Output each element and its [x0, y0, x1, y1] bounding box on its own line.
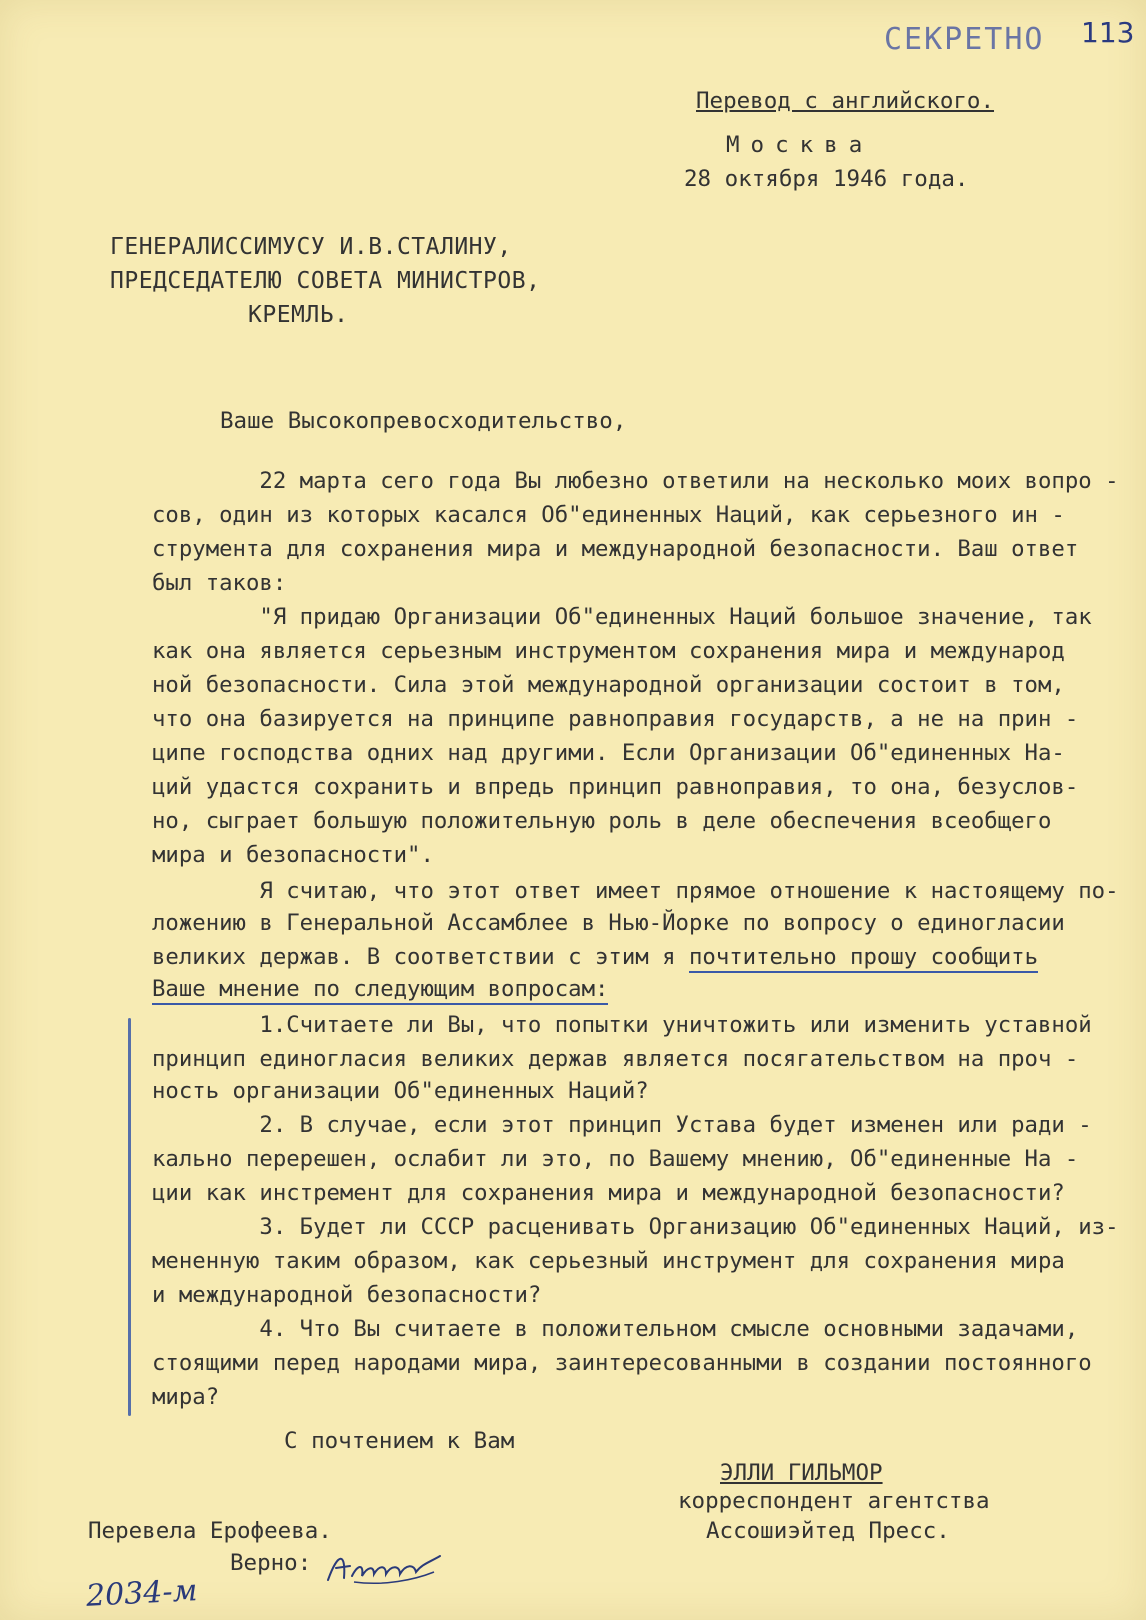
body-line: сов, один из которых касался Об"единенных Наций, как серьезного ин - — [152, 502, 1065, 528]
body-line: 22 марта сего года Вы любезно ответили на несколько моих вопро - — [152, 468, 1119, 494]
body-line: но, сыграет большую положительную роль в деле обеспечения всеобщего — [152, 808, 1052, 834]
letter-closing: С почтением к Вам — [284, 1428, 515, 1454]
body-line: ной безопасности. Сила этой международной организации состоит в том, — [152, 672, 1065, 698]
handwritten-signature — [324, 1542, 444, 1592]
body-line: струмента для сохранения мира и международной безопасности. Ваш ответ — [152, 536, 1079, 562]
body-line — [152, 972, 608, 1006]
body-line: 1.Считаете ли Вы, что попытки уничтожить или изменить уставной — [152, 1012, 1092, 1038]
body-line: был таков: — [152, 570, 287, 596]
body-line: Я считаю, что этот ответ имеет прямое отношение к настоящему по- — [152, 878, 1119, 904]
body-line: 3. Будет ли СССР расценивать Организацию Об"единенных Наций, из- — [152, 1214, 1119, 1240]
addressee-line: ГЕНЕРАЛИССИМУСУ И.В.СТАЛИНУ, — [110, 234, 512, 260]
body-line: великих держав. В соответствии с этим я почтительно прошу сообщить — [152, 940, 1038, 974]
body-line: и международной безопасности? — [152, 1282, 542, 1308]
verified-note: Верно: — [230, 1550, 312, 1576]
body-line: кально перерешен, ослабит ли это, по Вашему мнению, Об"единенные На - — [152, 1146, 1079, 1172]
pencil-underlined-phrase: Ваше мнение по следующим вопросам: — [152, 976, 608, 1005]
signature-name: ЭЛЛИ ГИЛЬМОР — [720, 1460, 883, 1486]
addressee-line: КРЕМЛЬ. — [248, 302, 349, 328]
document-date: 28 октября 1946 года. — [684, 166, 969, 192]
signature-title: Ассошиэйтед Пресс. — [706, 1518, 950, 1544]
body-line: мененную таким образом, как серьезный инструмент для сохранения мира — [152, 1248, 1065, 1274]
body-line: стоящими перед народами мира, заинтересованными в создании постоянного — [152, 1350, 1092, 1376]
body-line: ций удастся сохранить и впредь принцип равноправия, то она, безуслов- — [152, 774, 1079, 800]
body-line: ность организации Об"единенных Наций? — [152, 1078, 649, 1104]
body-line: ложению в Генеральной Ассамблее в Нью-Йорке по вопросу о единогласии — [152, 910, 1065, 936]
pencil-underlined-phrase: почтительно прошу сообщить — [689, 944, 1038, 973]
letter-greeting: Ваше Высокопревосходительство, — [220, 408, 627, 434]
secret-stamp: СЕКРЕТНО — [884, 22, 1045, 57]
body-line: 4. Что Вы считаете в положительном смысле основными задачами, — [152, 1316, 1079, 1342]
body-line: ципе господства одних над другими. Если Организации Об"единенных На- — [152, 740, 1065, 766]
addressee-line: ПРЕДСЕДАТЕЛЮ СОВЕТА МИНИСТРОВ, — [110, 268, 541, 294]
body-line: принцип единогласия великих держав является посягательством на проч - — [152, 1046, 1079, 1072]
page-number: 113 — [1081, 16, 1135, 49]
body-line: "Я придаю Организации Об"единенных Наций большое значение, так — [152, 604, 1092, 630]
document-header-title: Перевод с английского. — [696, 88, 995, 114]
body-line: как она является серьезным инструментом сохранения мира и международ — [152, 638, 1065, 664]
translator-note: Перевела Ерофеева. — [88, 1518, 332, 1544]
body-line: мира? — [152, 1384, 220, 1410]
body-line: ции как инстремент для сохранения мира и международной безопасности? — [152, 1180, 1065, 1206]
handwritten-registry-code: 2034-м — [85, 1573, 199, 1614]
document-city: Москва — [726, 132, 874, 158]
signature-title: корреспондент агентства — [678, 1488, 990, 1514]
body-line: мира и безопасности". — [152, 842, 434, 868]
margin-pencil-mark — [128, 1018, 131, 1416]
body-line: что она базируется на принципе равноправия государств, а не на прин - — [152, 706, 1079, 732]
body-line: 2. В случае, если этот принцип Устава будет изменен или ради - — [152, 1112, 1092, 1138]
